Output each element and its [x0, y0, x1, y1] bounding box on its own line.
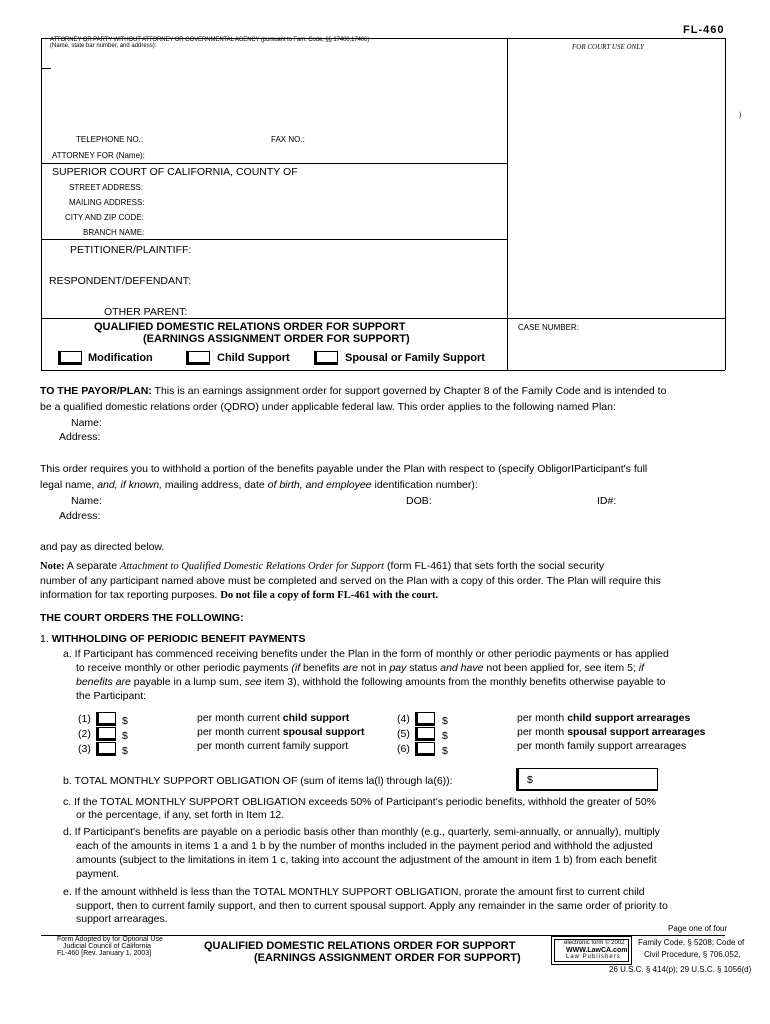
plan-name-label: Name:	[71, 417, 102, 429]
total-currency: $	[527, 774, 533, 786]
note-line1	[40, 560, 604, 572]
withhold-text2a: legal name,	[40, 479, 98, 491]
note-line3	[40, 589, 438, 601]
row4-pre: per month	[517, 712, 568, 724]
a2e: not in	[357, 662, 390, 674]
row1-label	[197, 712, 349, 724]
row5-label	[517, 726, 706, 738]
attorney-for-label: ATTORNEY FOR (Name):	[52, 151, 145, 160]
a3c: see	[244, 676, 262, 688]
row5-bold: spousal support arrearages	[567, 726, 706, 738]
item1-heading	[40, 633, 305, 645]
court-use-label: FOR COURT USE ONLY	[572, 43, 644, 51]
item1a-line3	[76, 676, 666, 688]
other-parent-label: OTHER PARENT:	[104, 306, 188, 318]
item1a-line2	[76, 662, 644, 674]
row4-checkbox[interactable]	[415, 712, 435, 726]
caption-left-border	[41, 38, 42, 370]
withhold-text2b: and, if known,	[97, 479, 162, 491]
note-line2: number of any participant named above must be completed and served on the Plan with a copy of this order. The Plan will require this	[40, 575, 661, 587]
item1e-line2: support, then to current family support, and then to current spousal support. Apply any remainder in the same order of priority to	[76, 900, 668, 912]
row6-checkbox[interactable]	[415, 742, 435, 756]
a3b: payable in a lump sum,	[130, 676, 245, 688]
withhold-line1: This order requires you to withhold a portion of the benefits payable under the Plan with respect to (specify ObligorIParticipant's full	[40, 463, 648, 475]
item1d-line1: d. If Participant's benefits are payable on a periodic basis other than monthly (e.g., quarterly, semi-annually, or annually), multiply	[63, 826, 660, 838]
rule-parties	[41, 239, 507, 240]
caption-divider	[507, 38, 508, 370]
logo-line3: Law Publishers	[566, 954, 621, 960]
petitioner-label: PETITIONER/PLAINTIFF:	[70, 244, 192, 256]
rule-court	[41, 163, 507, 164]
row2-num: (2)	[78, 728, 91, 740]
a2i: not been applied for, see item 5;	[483, 662, 639, 674]
item1c-line2: or the percentage, if any, set forth in Item 12.	[76, 809, 285, 821]
row6-currency: $	[442, 745, 448, 757]
row5-currency: $	[442, 730, 448, 742]
adopted-block	[57, 936, 163, 957]
row1-num: (1)	[78, 713, 91, 725]
row5-num: (5)	[397, 728, 410, 740]
mailing-address-label: MAILING ADDRESS:	[69, 198, 145, 207]
attorney-sublabel: (Name, state bar number, and address):	[50, 43, 157, 49]
item1-number: 1.	[40, 633, 49, 645]
item1d-line2: each of the amounts in items 1 a and 1 b by the number of months included in the payment period and withhold the adjusted	[76, 840, 653, 852]
item1d-line3: amounts (subject to the limitations in item 1 c, taking into account the adjustment of the amount in item 1 b) from each benefit	[76, 854, 657, 866]
row6-label	[517, 740, 686, 752]
withhold-line2	[40, 479, 478, 491]
row5-pre: per month	[517, 726, 568, 738]
court-title: SUPERIOR COURT OF CALIFORNIA, COUNTY OF	[52, 166, 298, 178]
attorney-field-tick	[41, 68, 51, 69]
publisher-logo-inner	[554, 939, 629, 962]
item1-title: WITHHOLDING OF PERIODIC BENEFIT PAYMENTS	[51, 633, 306, 645]
adopted-line2: Judicial Council of California	[63, 943, 151, 950]
payor-line2: be a qualified domestic relations order (QDRO) under applicable federal law. This order applies to the following named Plan:	[40, 401, 616, 413]
row1-currency: $	[122, 715, 128, 727]
a3d: item 3), withhold the following amounts from the monthly benefits otherwise payable to	[261, 676, 666, 688]
margin-mark: )	[739, 112, 742, 119]
participant-address-label: Address:	[59, 510, 101, 522]
logo-line2: WWW.LawCA.com	[566, 947, 628, 954]
a2g: status	[406, 662, 441, 674]
row1-checkbox[interactable]	[96, 712, 116, 726]
orders-heading: THE COURT ORDERS THE FOLLOWING:	[40, 612, 244, 624]
item1a-line1: a. If Participant has commenced receiving benefits under the Plan in the form of monthly or other periodic payments or has applied	[63, 648, 669, 660]
note-t1: A separate	[64, 560, 120, 572]
row3-pre: per month current family support	[197, 740, 349, 752]
street-address-label: STREET ADDRESS:	[69, 183, 144, 192]
row2-checkbox[interactable]	[96, 727, 116, 741]
withhold-text2c: mailing address, date	[162, 479, 268, 491]
withhold-text2d: of birth, and employee	[267, 479, 372, 491]
a2a: to receive monthly or other periodic payments	[76, 662, 292, 674]
caption-right-border	[725, 38, 726, 370]
row2-pre: per month current	[197, 726, 283, 738]
caption-title-line2: (EARNINGS ASSIGNMENT ORDER FOR SUPPORT)	[143, 333, 410, 345]
row3-label	[197, 740, 348, 752]
a2j: if	[638, 662, 644, 674]
case-number-label: CASE NUMBER:	[518, 323, 579, 332]
note-lead: Note:	[40, 561, 65, 572]
logo-line1: electronic form © 2002	[564, 940, 625, 946]
withhold-text2e: identification number):	[371, 479, 478, 491]
code-line1: Family Code, § 5208; Code of	[638, 938, 745, 947]
payor-line1	[40, 385, 666, 397]
row2-bold: spousal support	[282, 726, 365, 738]
modification-label: Modification	[88, 352, 153, 364]
form-number: FL-460	[683, 24, 725, 36]
item1a-line4: the Participant:	[76, 690, 147, 702]
plan-address-label: Address:	[59, 431, 101, 443]
item1c-line1: c. If the TOTAL MONTHLY SUPPORT OBLIGATION exceeds 50% of Participant's periodic benefits, withhold the greater of 50%	[63, 796, 656, 808]
note-t3: (form FL-461) that sets forth the social security	[384, 560, 605, 572]
publisher-logo	[551, 936, 632, 965]
code-line3: 26 U.S.C. § 414(p); 29 U.S.C. § 1056(d)	[609, 965, 752, 974]
row1-bold: child support	[282, 712, 350, 724]
child-support-checkbox[interactable]	[186, 351, 210, 365]
modification-checkbox[interactable]	[58, 351, 82, 365]
row3-num: (3)	[78, 743, 91, 755]
attorney-label: ATTORNEY OR PARTY WITHOUT ATTORNEY OR GOVERNMENTAL AGENCY (pursuant to Fam. Code, §§ 17400,17406)	[50, 37, 370, 43]
row4-num: (4)	[397, 713, 410, 725]
row4-label	[517, 712, 690, 724]
a3a: benefits are	[76, 676, 131, 688]
row6-pre: per month family support arrearages	[517, 740, 687, 752]
participant-id-label: ID#:	[597, 495, 617, 507]
a2b: (if	[291, 662, 301, 674]
participant-name-label: Name:	[71, 495, 102, 507]
payor-lead: TO THE PAYOR/PLAN:	[40, 385, 152, 397]
footer-title-line2: (EARNINGS ASSIGNMENT ORDER FOR SUPPORT)	[254, 952, 521, 964]
note-t2: Attachment to Qualified Domestic Relations Order for Support	[119, 561, 385, 572]
note-line3b: Do not file a copy of form FL-461 with the court.	[220, 590, 439, 601]
participant-dob-label: DOB:	[406, 495, 432, 507]
child-support-label: Child Support	[217, 352, 290, 364]
row4-bold: child support arrearages	[567, 712, 691, 724]
row3-currency: $	[122, 745, 128, 757]
payor-text1: This is an earnings assignment order for support governed by Chapter 8 of the Family Code and is intended to	[151, 385, 667, 397]
row5-checkbox[interactable]	[415, 727, 435, 741]
note-line3a: information for tax reporting purposes.	[40, 589, 221, 601]
row3-checkbox[interactable]	[96, 742, 116, 756]
item1e-line1: e. If the amount withheld is less than the TOTAL MONTHLY SUPPORT OBLIGATION, prorate the amount first to current child	[63, 886, 645, 898]
code-line2: Civil Procedure, § 706.052,	[644, 950, 741, 959]
total-obligation-field[interactable]	[516, 768, 658, 791]
respondent-label: RESPONDENT/DEFENDANT:	[49, 275, 191, 287]
item1d-line4: payment.	[76, 868, 120, 880]
row4-currency: $	[442, 715, 448, 727]
row6-num: (6)	[397, 743, 410, 755]
rule-title	[41, 318, 725, 319]
caption-bottom-border	[41, 370, 725, 371]
a2c: benefits	[300, 662, 343, 674]
row1-pre: per month current	[197, 712, 283, 724]
page-indicator: Page one of four	[668, 924, 728, 933]
a2h: and have	[440, 662, 484, 674]
row2-label	[197, 726, 364, 738]
adopted-line1: Form Adopted by for Optional Use	[57, 936, 163, 943]
item1b-label: b. TOTAL MONTHLY SUPPORT OBLIGATION OF (sum of items la(l) through la(6)):	[63, 775, 453, 787]
pay-as-directed: and pay as directed below.	[40, 541, 165, 553]
spousal-support-label: Spousal or Family Support	[345, 352, 485, 364]
adopted-line3: FL-460 [Rev. January 1, 2003]	[57, 950, 152, 957]
spousal-support-checkbox[interactable]	[314, 351, 338, 365]
footer-title-line1: QUALIFIED DOMESTIC RELATIONS ORDER FOR SUPPORT	[204, 940, 516, 952]
city-zip-label: CITY AND ZIP CODE:	[65, 213, 144, 222]
caption-title-line1: QUALIFIED DOMESTIC RELATIONS ORDER FOR SUPPORT	[94, 321, 406, 333]
fax-label: FAX NO.:	[271, 135, 305, 144]
row2-currency: $	[122, 730, 128, 742]
branch-name-label: BRANCH NAME:	[83, 228, 145, 237]
a2f: pay	[389, 662, 407, 674]
telephone-label: TELEPHONE NO.:	[76, 135, 144, 144]
item1e-line3: support arrearages.	[76, 913, 168, 925]
a2d: are	[342, 662, 358, 674]
